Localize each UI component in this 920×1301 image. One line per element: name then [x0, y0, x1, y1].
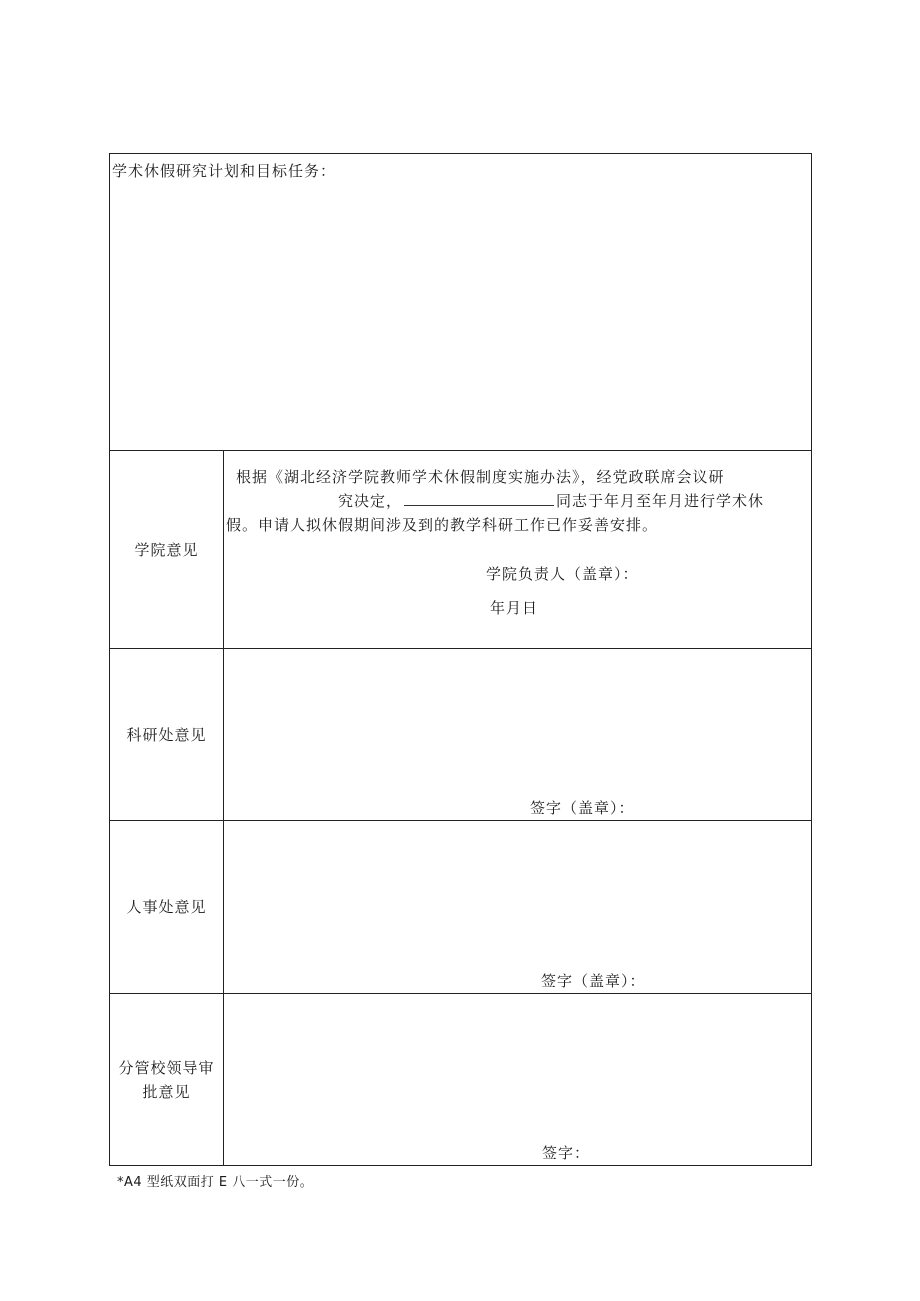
plan-label: 学术休假研究计划和目标任务：: [112, 162, 337, 180]
college-signer-label: 学院负责人（盖章）：: [486, 565, 639, 583]
hr-office-body: [224, 821, 812, 994]
hr-office-label: 人事处意见: [110, 821, 224, 994]
plan-cell: [110, 154, 812, 451]
leader-approval-label: [110, 994, 224, 1166]
college-opinion-text: [226, 465, 809, 537]
leader-approval-body: [224, 994, 812, 1166]
research-office-sign-label: 签字（盖章）：: [530, 799, 635, 817]
plan-row: [110, 154, 812, 451]
name-blank-line: [404, 490, 554, 506]
college-text-line3: 假。申请人拟休假期间涉及到的教学科研工作已作妥善安排。: [226, 516, 659, 534]
leader-approval-sign-label: 签字：: [542, 1144, 591, 1162]
college-text-line2-pre: 究决定，: [338, 492, 403, 510]
hr-office-sign-label: 签字（盖章）：: [541, 972, 646, 990]
college-text-line2-post: 同志于年月至年月进行学术休: [556, 492, 765, 510]
college-opinion-row: [110, 451, 812, 649]
hr-office-row: [110, 821, 812, 994]
research-office-row: [110, 649, 812, 821]
leader-approval-row: [110, 994, 812, 1166]
footnote: *A4 型纸双面打 E 八一式一份。: [117, 1175, 314, 1190]
college-text-line2: [226, 489, 809, 513]
leader-approval-label-line1: 分管校领导审: [118, 1058, 215, 1077]
college-opinion-body: [224, 451, 812, 649]
leader-approval-label-line2: 批意见: [142, 1082, 191, 1101]
research-office-body: [224, 649, 812, 821]
research-office-label: 科研处意见: [110, 649, 224, 821]
college-text-line1: 根据《湖北经济学院教师学术休假制度实施办法》，经党政联席会议研: [236, 468, 725, 486]
college-opinion-label: 学院意见: [110, 451, 224, 649]
college-date-label: 年月日: [490, 599, 539, 617]
application-form-table: [109, 153, 812, 1166]
